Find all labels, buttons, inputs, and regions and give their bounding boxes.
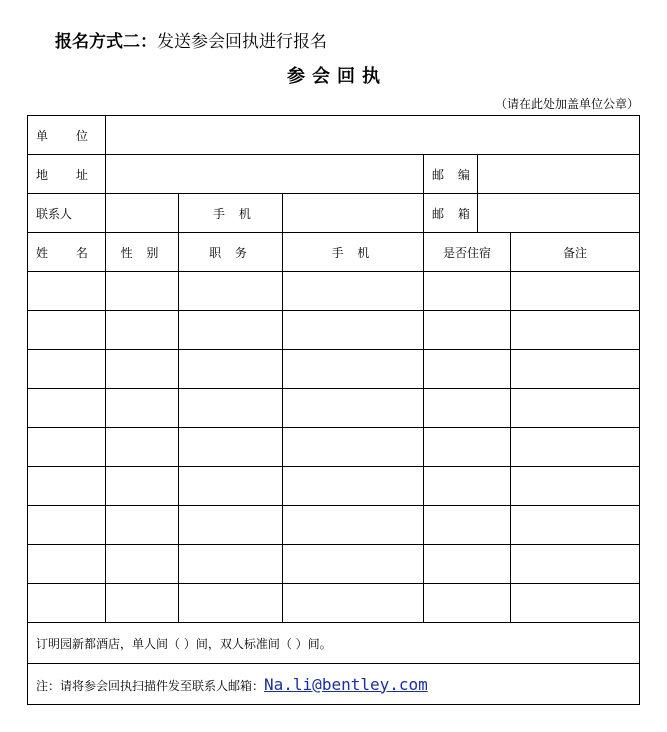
address-label: 地 址 — [28, 155, 106, 194]
attendee-gender-cell[interactable] — [106, 350, 179, 389]
footer-note-cell — [28, 664, 640, 705]
attendee-name-cell[interactable] — [28, 350, 106, 389]
contact-label: 联系人 — [28, 194, 106, 233]
table-row — [28, 506, 640, 545]
attendee-name-cell[interactable] — [28, 389, 106, 428]
attendee-remarks-cell[interactable] — [511, 584, 640, 623]
footer-note-text: 注：请将参会回执扫描件发至联系人邮箱： — [36, 678, 265, 693]
contact-row — [28, 194, 640, 233]
attendee-name-cell[interactable] — [28, 467, 106, 506]
attendee-accommodation-cell[interactable] — [424, 467, 511, 506]
attendee-position-cell[interactable] — [179, 506, 283, 545]
attendee-remarks-cell[interactable] — [511, 545, 640, 584]
table-row — [28, 545, 640, 584]
attendee-rows — [28, 272, 640, 623]
attendee-gender-cell[interactable] — [106, 428, 179, 467]
stamp-note: （请在此处加盖单位公章） — [494, 97, 639, 111]
attendee-position-cell[interactable] — [179, 311, 283, 350]
postcode-field[interactable] — [478, 155, 640, 194]
attendee-position-cell[interactable] — [179, 272, 283, 311]
address-field[interactable] — [106, 155, 424, 194]
col-position-header: 职 务 — [179, 233, 283, 272]
attendee-position-cell[interactable] — [179, 584, 283, 623]
form-title: 参会回执 — [287, 66, 387, 87]
attendee-phone-cell[interactable] — [283, 545, 424, 584]
attendee-name-cell[interactable] — [28, 272, 106, 311]
attendee-gender-cell[interactable] — [106, 545, 179, 584]
attendee-position-cell[interactable] — [179, 350, 283, 389]
contact-field[interactable] — [106, 194, 179, 233]
attendee-accommodation-cell[interactable] — [424, 311, 511, 350]
table-row — [28, 272, 640, 311]
attendee-name-cell[interactable] — [28, 428, 106, 467]
attendee-accommodation-cell[interactable] — [424, 389, 511, 428]
col-name-header: 姓 名 — [28, 233, 106, 272]
attendee-name-cell[interactable] — [28, 506, 106, 545]
table-row — [28, 311, 640, 350]
attendee-phone-cell[interactable] — [283, 428, 424, 467]
attendee-accommodation-cell[interactable] — [424, 545, 511, 584]
attendee-phone-cell[interactable] — [283, 350, 424, 389]
registration-method-heading — [55, 27, 327, 52]
footer-row — [28, 664, 640, 705]
attendee-position-cell[interactable] — [179, 389, 283, 428]
column-header-row — [28, 233, 640, 272]
attendee-phone-cell[interactable] — [283, 311, 424, 350]
table-row — [28, 584, 640, 623]
attendee-accommodation-cell[interactable] — [424, 428, 511, 467]
attendee-phone-cell[interactable] — [283, 272, 424, 311]
attendee-accommodation-cell[interactable] — [424, 506, 511, 545]
attendee-name-cell[interactable] — [28, 545, 106, 584]
table-row — [28, 389, 640, 428]
attendee-phone-cell[interactable] — [283, 467, 424, 506]
attendee-phone-cell[interactable] — [283, 389, 424, 428]
method-description: 发送参会回执进行报名 — [157, 32, 327, 52]
postcode-label: 邮 编 — [424, 155, 478, 194]
col-remarks-header: 备注 — [511, 233, 640, 272]
attendee-position-cell[interactable] — [179, 467, 283, 506]
attendee-remarks-cell[interactable] — [511, 506, 640, 545]
col-phone-header: 手 机 — [283, 233, 424, 272]
col-gender-header: 性 别 — [106, 233, 179, 272]
contact-email-field[interactable] — [478, 194, 640, 233]
contact-email-label: 邮 箱 — [424, 194, 478, 233]
attendee-phone-cell[interactable] — [283, 584, 424, 623]
attendee-remarks-cell[interactable] — [511, 350, 640, 389]
col-accommodation-header: 是否住宿 — [424, 233, 511, 272]
registration-form-table — [27, 115, 640, 705]
contact-email-link[interactable]: Na.li@bentley.com — [264, 674, 428, 694]
hotel-row — [28, 623, 640, 664]
contact-phone-field[interactable] — [283, 194, 424, 233]
table-row — [28, 350, 640, 389]
hotel-note: 订明园新都酒店，单人间（ ）间，双人标准间（ ）间。 — [28, 623, 640, 664]
attendee-gender-cell[interactable] — [106, 389, 179, 428]
attendee-accommodation-cell[interactable] — [424, 272, 511, 311]
attendee-accommodation-cell[interactable] — [424, 350, 511, 389]
contact-phone-label: 手 机 — [179, 194, 283, 233]
unit-row — [28, 116, 640, 155]
attendee-remarks-cell[interactable] — [511, 428, 640, 467]
attendee-gender-cell[interactable] — [106, 311, 179, 350]
unit-label: 单 位 — [28, 116, 106, 155]
attendee-position-cell[interactable] — [179, 428, 283, 467]
attendee-name-cell[interactable] — [28, 584, 106, 623]
attendee-gender-cell[interactable] — [106, 584, 179, 623]
attendee-accommodation-cell[interactable] — [424, 584, 511, 623]
attendee-remarks-cell[interactable] — [511, 272, 640, 311]
attendee-gender-cell[interactable] — [106, 506, 179, 545]
attendee-name-cell[interactable] — [28, 311, 106, 350]
attendee-position-cell[interactable] — [179, 545, 283, 584]
attendee-phone-cell[interactable] — [283, 506, 424, 545]
table-row — [28, 467, 640, 506]
table-row — [28, 428, 640, 467]
attendee-gender-cell[interactable] — [106, 272, 179, 311]
attendee-remarks-cell[interactable] — [511, 389, 640, 428]
unit-field[interactable] — [106, 116, 640, 155]
attendee-remarks-cell[interactable] — [511, 467, 640, 506]
attendee-gender-cell[interactable] — [106, 467, 179, 506]
address-row — [28, 155, 640, 194]
attendee-remarks-cell[interactable] — [511, 311, 640, 350]
method-label: 报名方式二： — [55, 32, 157, 52]
